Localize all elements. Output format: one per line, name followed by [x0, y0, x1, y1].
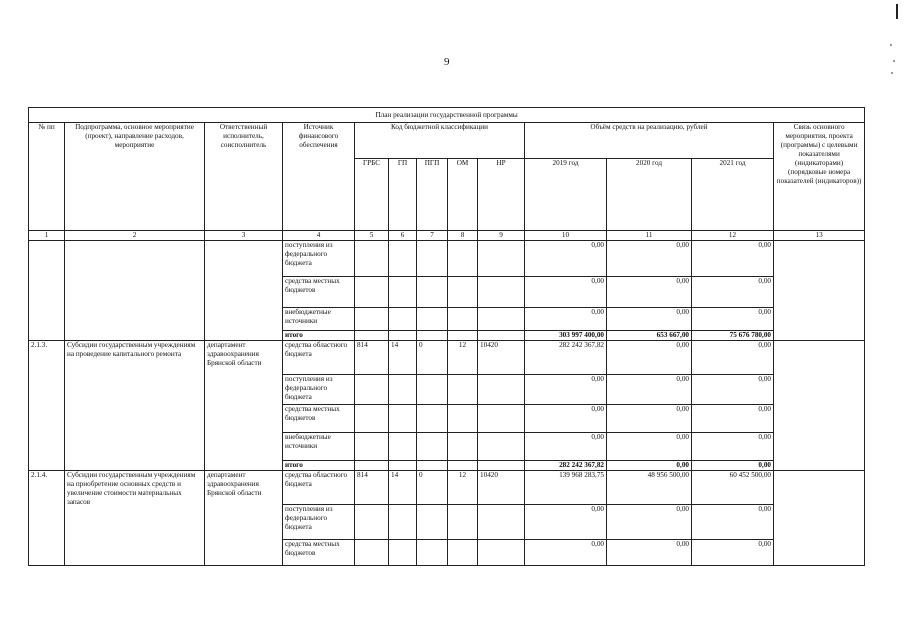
item-responsible: департамент здравоохранения Брянской области	[205, 341, 283, 471]
header-num: № пп	[29, 123, 65, 231]
code-gp	[389, 405, 417, 433]
code-grbs	[355, 308, 389, 331]
amount-2021: 0,00	[692, 433, 774, 461]
amount-2019: 0,00	[525, 505, 607, 540]
item-name: Субсидии государственным учреждениям на проведение капитального ремонта	[65, 341, 205, 471]
code-om	[448, 375, 478, 405]
amount-2021: 0,00	[692, 308, 774, 331]
amount-2020: 0,00	[607, 341, 692, 375]
code-nr: 10420	[478, 341, 525, 375]
column-number: 9	[478, 231, 525, 241]
code-gp	[389, 375, 417, 405]
funding-source: итого	[283, 461, 355, 471]
table-row	[29, 471, 865, 505]
amount-2021: 0,00	[692, 241, 774, 277]
code-nr	[478, 505, 525, 540]
amount-2021: 0,00	[692, 277, 774, 308]
code-pgp	[417, 540, 448, 566]
amount-2020: 48 956 500,00	[607, 471, 692, 505]
code-pgp: 0	[417, 341, 448, 375]
code-gp: 14	[389, 471, 417, 505]
header-year-2020: 2020 год	[607, 159, 692, 231]
program-plan-table	[28, 107, 865, 566]
amount-2020: 0,00	[607, 461, 692, 471]
code-pgp	[417, 331, 448, 341]
code-gp	[389, 540, 417, 566]
code-gp	[389, 308, 417, 331]
table-row	[29, 241, 865, 277]
funding-source: итого	[283, 331, 355, 341]
code-pgp	[417, 277, 448, 308]
header-year-2019: 2019 год	[525, 159, 607, 231]
funding-source: внебюджетные источники	[283, 308, 355, 331]
code-om	[448, 331, 478, 341]
code-gp: 14	[389, 341, 417, 375]
amount-2020: 0,00	[607, 433, 692, 461]
header-link: Связь основного мероприятия, проекта (программы) с целевыми показателями (индикаторами) (порядковые номера показателей (индикаторов))	[774, 123, 865, 231]
header-om: ОМ	[448, 159, 478, 231]
column-number: 10	[525, 231, 607, 241]
code-nr	[478, 461, 525, 471]
amount-2020: 0,00	[607, 375, 692, 405]
amount-2019: 282 242 367,82	[525, 461, 607, 471]
code-grbs	[355, 241, 389, 277]
funding-source: поступления из федерального бюджета	[283, 241, 355, 277]
code-grbs	[355, 433, 389, 461]
funding-source: внебюджетные источники	[283, 433, 355, 461]
header-nr: НР	[478, 159, 525, 231]
amount-2019: 0,00	[525, 308, 607, 331]
item-name: Субсидии государственным учреждениям на приобретение основных средств и увеличение стоимости материальных запасов	[65, 471, 205, 566]
code-grbs	[355, 331, 389, 341]
indicator-link	[774, 241, 865, 341]
amount-2019: 0,00	[525, 540, 607, 566]
amount-2020: 653 667,00	[607, 331, 692, 341]
column-number: 11	[607, 231, 692, 241]
table-title-row	[29, 108, 865, 123]
table-row	[29, 341, 865, 375]
column-number-row	[29, 231, 865, 241]
code-grbs	[355, 461, 389, 471]
header-responsible: Ответственный исполнитель, соисполнитель	[205, 123, 283, 231]
funding-source: средства областного бюджета	[283, 341, 355, 375]
amount-2020: 0,00	[607, 308, 692, 331]
amount-2019: 0,00	[525, 375, 607, 405]
code-om	[448, 505, 478, 540]
funding-source: средства местных бюджетов	[283, 540, 355, 566]
code-om	[448, 241, 478, 277]
header-year-2021: 2021 год	[692, 159, 774, 231]
code-pgp	[417, 375, 448, 405]
header-volume: Объём средств на реализацию, рублей	[525, 123, 774, 159]
page-number: 9	[444, 56, 450, 68]
amount-2021: 0,00	[692, 461, 774, 471]
code-gp	[389, 331, 417, 341]
column-number: 6	[389, 231, 417, 241]
amount-2020: 0,00	[607, 505, 692, 540]
code-om: 12	[448, 471, 478, 505]
header-budget-code: Код бюджетной классификации	[355, 123, 525, 159]
column-number: 3	[205, 231, 283, 241]
code-pgp: 0	[417, 471, 448, 505]
code-om: 12	[448, 341, 478, 375]
code-gp	[389, 277, 417, 308]
indicator-link	[774, 471, 865, 566]
code-grbs	[355, 505, 389, 540]
column-number: 7	[417, 231, 448, 241]
column-number: 5	[355, 231, 389, 241]
header-subprogram: Подпрограмма, основное мероприятие (проект), направление расходов, мероприятие	[65, 123, 205, 231]
code-nr	[478, 375, 525, 405]
column-number: 2	[65, 231, 205, 241]
code-gp	[389, 505, 417, 540]
column-number: 8	[448, 231, 478, 241]
code-om	[448, 433, 478, 461]
indicator-link	[774, 341, 865, 471]
amount-2021: 0,00	[692, 505, 774, 540]
code-gp	[389, 461, 417, 471]
code-nr	[478, 331, 525, 341]
amount-2021: 0,00	[692, 540, 774, 566]
code-pgp	[417, 405, 448, 433]
scan-edge-mark	[896, 4, 898, 19]
code-gp	[389, 241, 417, 277]
funding-source: средства местных бюджетов	[283, 277, 355, 308]
amount-2019: 303 997 400,00	[525, 331, 607, 341]
code-gp	[389, 433, 417, 461]
code-nr	[478, 540, 525, 566]
amount-2019: 282 242 367,82	[525, 341, 607, 375]
code-om	[448, 308, 478, 331]
code-nr	[478, 277, 525, 308]
code-pgp	[417, 241, 448, 277]
amount-2020: 0,00	[607, 540, 692, 566]
code-pgp	[417, 461, 448, 471]
header-source: Источник финансового обеспечения	[283, 123, 355, 231]
code-nr	[478, 308, 525, 331]
amount-2019: 0,00	[525, 241, 607, 277]
code-nr	[478, 433, 525, 461]
scan-speck	[891, 72, 893, 74]
code-grbs: 814	[355, 341, 389, 375]
scan-speck	[890, 44, 892, 46]
amount-2021: 60 452 500,00	[692, 471, 774, 505]
amount-2020: 0,00	[607, 241, 692, 277]
amount-2021: 75 676 780,00	[692, 331, 774, 341]
amount-2019: 0,00	[525, 433, 607, 461]
code-grbs: 814	[355, 471, 389, 505]
code-pgp	[417, 505, 448, 540]
scan-speck	[893, 60, 895, 62]
funding-source: поступления из федерального бюджета	[283, 375, 355, 405]
code-pgp	[417, 433, 448, 461]
code-om	[448, 405, 478, 433]
header-gp: ГП	[389, 159, 417, 231]
amount-2021: 0,00	[692, 375, 774, 405]
header-row	[29, 123, 865, 159]
item-number	[29, 241, 65, 341]
code-nr	[478, 241, 525, 277]
column-number: 1	[29, 231, 65, 241]
code-nr	[478, 405, 525, 433]
amount-2021: 0,00	[692, 405, 774, 433]
code-om	[448, 540, 478, 566]
code-grbs	[355, 375, 389, 405]
item-name	[65, 241, 205, 341]
item-responsible: департамент здравоохранения Брянской области	[205, 471, 283, 566]
amount-2019: 0,00	[525, 277, 607, 308]
item-responsible	[205, 241, 283, 341]
code-om	[448, 461, 478, 471]
funding-source: средства областного бюджета	[283, 471, 355, 505]
code-nr: 10420	[478, 471, 525, 505]
table-title: План реализации государственной программы	[29, 108, 865, 123]
funding-source: поступления из федерального бюджета	[283, 505, 355, 540]
code-grbs	[355, 405, 389, 433]
amount-2021: 0,00	[692, 341, 774, 375]
amount-2020: 0,00	[607, 405, 692, 433]
amount-2019: 0,00	[525, 405, 607, 433]
column-number: 4	[283, 231, 355, 241]
funding-source: средства местных бюджетов	[283, 405, 355, 433]
item-number: 2.1.4.	[29, 471, 65, 566]
column-number: 13	[774, 231, 865, 241]
code-grbs	[355, 277, 389, 308]
item-number: 2.1.3.	[29, 341, 65, 471]
header-grbs: ГРБС	[355, 159, 389, 231]
code-om	[448, 277, 478, 308]
amount-2019: 139 968 283,75	[525, 471, 607, 505]
header-pgp: ПГП	[417, 159, 448, 231]
code-pgp	[417, 308, 448, 331]
code-grbs	[355, 540, 389, 566]
column-number: 12	[692, 231, 774, 241]
amount-2020: 0,00	[607, 277, 692, 308]
